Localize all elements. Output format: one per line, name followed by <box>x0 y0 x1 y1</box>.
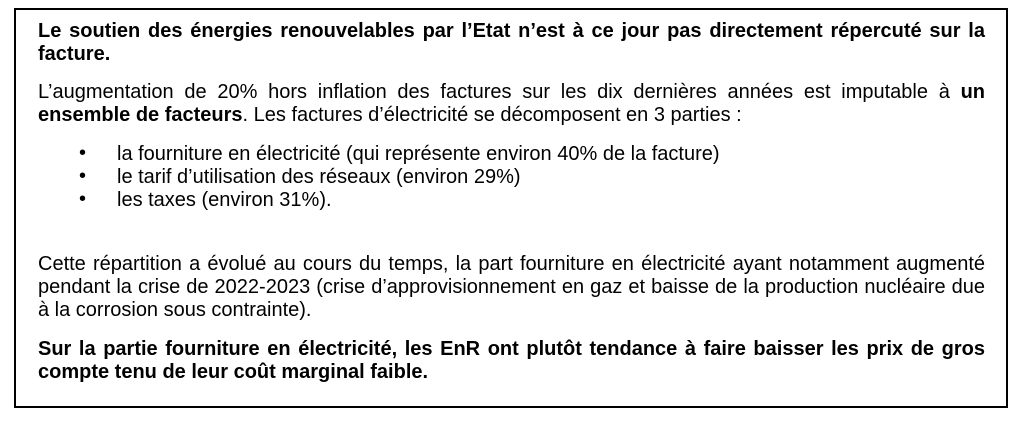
intro-paragraph: Le soutien des énergies renouvelables par l’Etat n’est à ce jour pas directement répercuté sur la facture. <box>38 20 985 65</box>
list-item-reseaux: • le tarif d’utilisation des réseaux (environ 29%) <box>117 166 985 189</box>
augmentation-bold-phrase: un ensemble de facteurs <box>38 81 985 126</box>
list-item-fourniture: • la fourniture en électricité (qui représente environ 40% de la facture) <box>117 143 985 166</box>
list-item-taxes: • les taxes (environ 31%). <box>117 189 985 212</box>
bill-components-list <box>38 143 985 212</box>
repartition-paragraph: Cette répartition a évolué au cours du temps, la part fourniture en électricité ayant notamment augmenté pendant la crise de 2022-2023 (crise d’approvisionnement en gaz et baisse de la production nucléaire due à la corrosion sous contrainte). <box>38 253 985 321</box>
augmentation-text-start: L’augmentation de 20% hors inflation des factures sur les dix dernières années est imputable à <box>38 81 961 103</box>
augmentation-paragraph <box>38 81 985 127</box>
augmentation-text-end: . Les factures d’électricité se décomposent en 3 parties : <box>242 104 742 126</box>
conclusion-paragraph: Sur la partie fourniture en électricité, les EnR ont plutôt tendance à faire baisser les prix de gros compte tenu de leur coût marginal faible. <box>38 338 985 383</box>
bordered-text-box <box>14 8 1008 408</box>
